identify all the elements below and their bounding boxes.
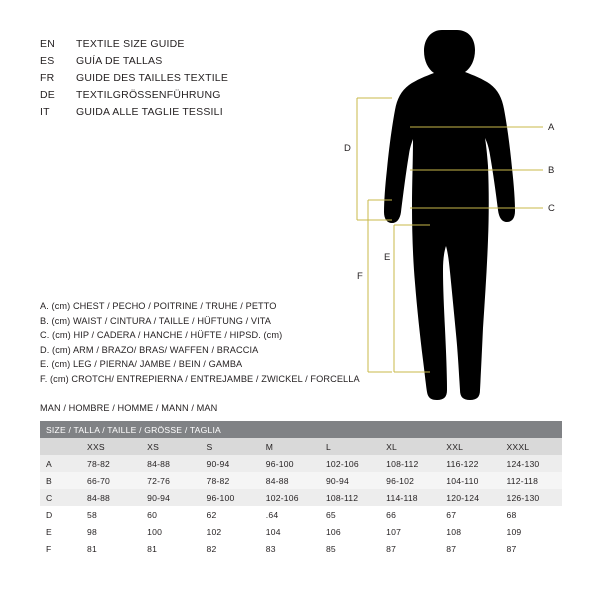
table-size-row: [40, 438, 562, 455]
cell: 98: [87, 526, 98, 537]
marker-label-f: F: [357, 271, 363, 282]
cell: 116-122: [446, 458, 479, 469]
male-figure-diagram: [330, 20, 580, 405]
table-row: [40, 523, 562, 540]
title-row: [40, 53, 228, 70]
table-header-row: [40, 421, 562, 438]
row-label: E: [46, 526, 52, 537]
legend-item-c: C. (cm) HIP / CADERA / HANCHE / HÜFTE / HIPSD. (cm): [40, 330, 283, 341]
cell: 81: [147, 543, 158, 554]
cell: 84-88: [265, 475, 289, 486]
cell: 58: [87, 509, 98, 520]
title-text: GUÍA DE TALLAS: [76, 55, 163, 67]
cell: 108: [446, 526, 462, 537]
cell: 104-110: [446, 475, 479, 486]
title-lang-code: ES: [40, 55, 55, 67]
cell: 66-70: [87, 475, 111, 486]
title-block: [40, 36, 228, 121]
row-label: D: [46, 509, 53, 520]
title-row: [40, 36, 228, 53]
cell: 114-118: [386, 492, 418, 503]
cell: 87: [506, 543, 517, 554]
title-row: [40, 104, 228, 121]
legend-item-a: A. (cm) CHEST / PECHO / POITRINE / TRUHE / PETTO: [40, 301, 277, 311]
title-text: GUIDA ALLE TAGLIE TESSILI: [76, 106, 223, 118]
cell: 85: [325, 543, 336, 554]
table-header-label: SIZE / TALLA / TAILLE / GRÖSSE / TAGLIA: [46, 424, 221, 435]
cell: 72-76: [147, 475, 171, 486]
legend-item-f: F. (cm) CROTCH/ ENTREPIERNA / ENTREJAMBE / ZWICKEL / FORCELLA: [40, 373, 360, 384]
row-label: F: [46, 543, 52, 554]
size-col-l: L: [325, 441, 331, 452]
row-label: C: [46, 492, 53, 503]
table-row: [40, 455, 562, 472]
cell: 78-82: [206, 475, 230, 486]
cell: 96-102: [386, 475, 415, 486]
cell: 108-112: [325, 492, 359, 503]
size-table-wrapper: [40, 421, 562, 557]
title-row: [40, 70, 228, 87]
marker-label-c: C: [548, 203, 555, 214]
measurement-legend: [40, 299, 360, 415]
row-label: B: [46, 475, 52, 486]
cell: 107: [386, 526, 402, 537]
cell: 108-112: [386, 458, 419, 469]
cell: 87: [446, 543, 457, 554]
title-text: TEXTILGRÖSSENFÜHRUNG: [76, 89, 221, 101]
cell: 87: [386, 543, 397, 554]
title-lang-code: DE: [40, 89, 55, 101]
cell: 66: [386, 509, 397, 520]
size-row-blank: [40, 438, 81, 455]
table-row: [40, 540, 562, 557]
cell: 106: [325, 526, 341, 537]
cell: 126-130: [506, 492, 540, 503]
size-table: [40, 421, 562, 557]
cell: 62: [206, 509, 217, 520]
table-row: [40, 506, 562, 523]
title-lang-code: IT: [40, 106, 50, 118]
cell: 67: [446, 509, 457, 520]
legend-footer: MAN / HOMBRE / HOMME / MANN / MAN: [40, 402, 218, 413]
legend-item-b: B. (cm) WAIST / CINTURA / TAILLE / HÜFTUNG / VITA: [40, 315, 272, 326]
cell: 112-118: [506, 475, 539, 486]
cell: 124-130: [506, 458, 540, 469]
size-col-xxxl: XXXL: [506, 441, 530, 452]
size-col-xl: XL: [386, 441, 398, 452]
title-row: [40, 87, 228, 104]
cell: 102-106: [325, 458, 359, 469]
cell: 96-100: [206, 492, 235, 503]
cell: 84-88: [147, 458, 171, 469]
male-silhouette-shape: [384, 30, 515, 400]
marker-label-a: A: [548, 122, 555, 133]
cell: 60: [147, 509, 158, 520]
cell: 109: [506, 526, 522, 537]
legend-item-e: E. (cm) LEG / PIERNA/ JAMBE / BEIN / GAMBA: [40, 359, 243, 370]
cell: 84-88: [87, 492, 111, 503]
legend-item-d: D. (cm) ARM / BRAZO/ BRAS/ WAFFEN / BRACCIA: [40, 344, 259, 355]
cell: 102-106: [265, 492, 299, 503]
size-col-s: S: [206, 441, 213, 452]
cell: 82: [206, 543, 217, 554]
table-row: [40, 489, 562, 506]
cell: 102: [206, 526, 222, 537]
cell: 100: [147, 526, 163, 537]
title-text: TEXTILE SIZE GUIDE: [76, 38, 185, 50]
row-label: A: [46, 458, 52, 469]
cell: 81: [87, 543, 98, 554]
cell: 104: [265, 526, 281, 537]
title-lang-code: FR: [40, 72, 55, 84]
table-row: [40, 472, 562, 489]
title-lang-code: EN: [40, 38, 55, 50]
cell: 65: [325, 509, 336, 520]
size-col-xxl: XXL: [446, 441, 464, 452]
cell: 83: [265, 543, 276, 554]
marker-label-e: E: [384, 252, 391, 263]
cell: 90-94: [325, 475, 349, 486]
cell: .64: [265, 509, 279, 520]
marker-label-b: B: [548, 165, 555, 176]
size-col-m: M: [265, 441, 274, 452]
marker-label-d: D: [344, 143, 351, 154]
cell: 96-100: [265, 458, 294, 469]
cell: 120-124: [446, 492, 480, 503]
size-col-xxs: XXS: [87, 441, 105, 452]
cell: 68: [506, 509, 517, 520]
title-text: GUIDE DES TAILLES TEXTILE: [76, 72, 229, 84]
cell: 78-82: [87, 458, 111, 469]
cell: 90-94: [147, 492, 171, 503]
size-col-xs: XS: [147, 441, 160, 452]
cell: 90-94: [206, 458, 230, 469]
